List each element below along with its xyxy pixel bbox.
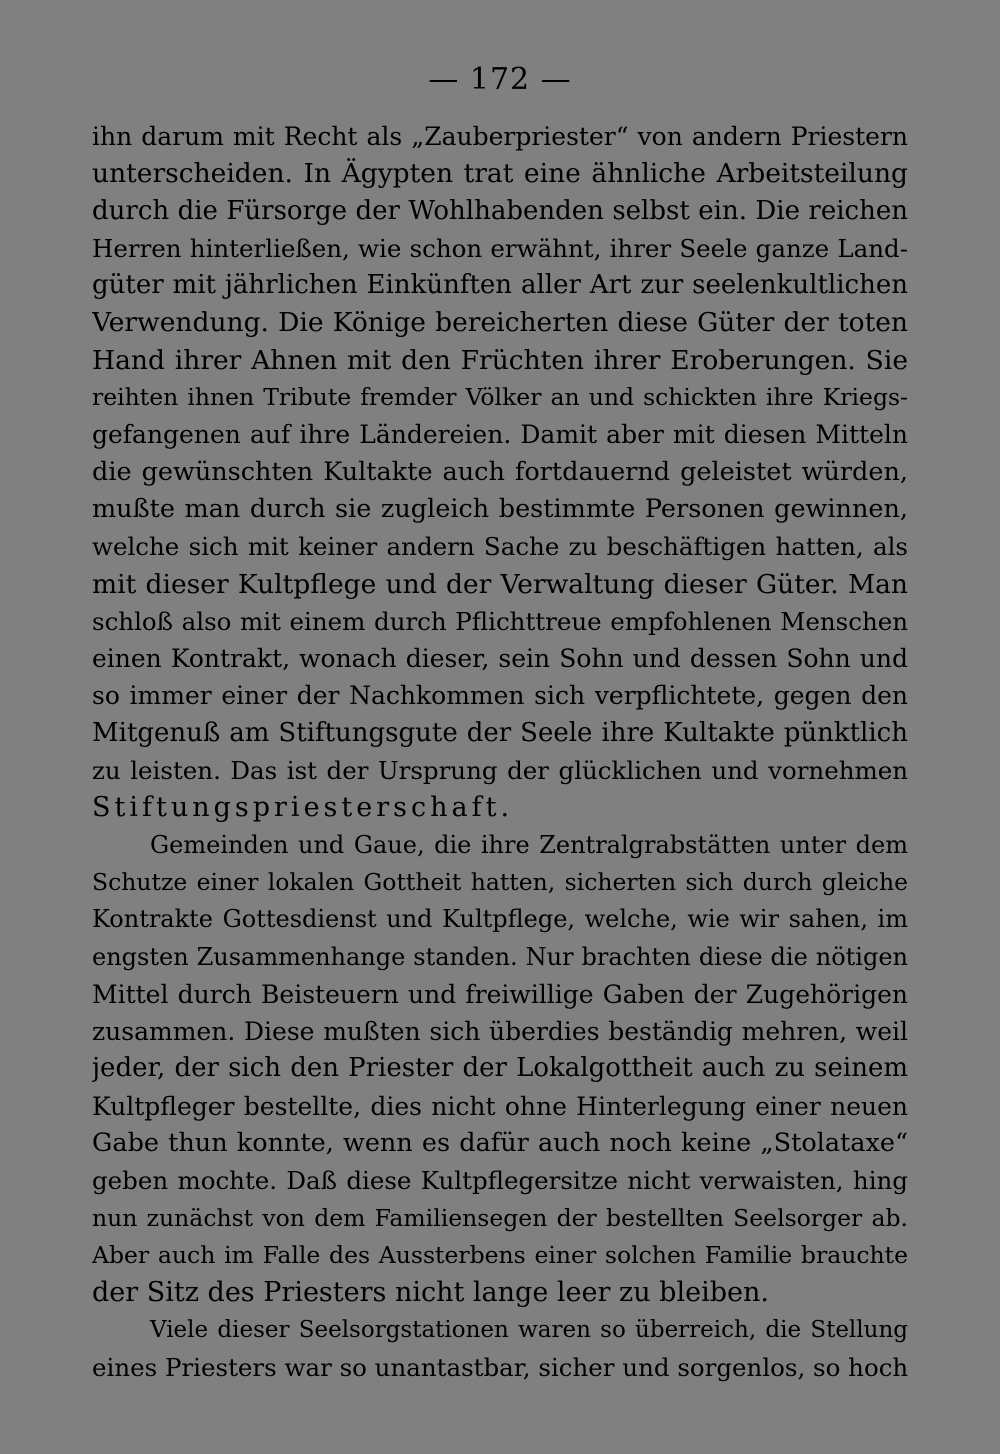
text-line: Kontrakte Gottesdienst und Kultpflege, welche, wie wir sahen, im	[92, 905, 908, 934]
text-line: Gabe thun konnte, wenn es dafür auch noch keine „Stolataxe“	[92, 1128, 908, 1159]
text-line: Gemeinden und Gaue, die ihre Zentralgrabstätten unter dem	[150, 830, 908, 859]
text-line: der Sitz des Priesters nicht lange leer zu bleiben.	[92, 1277, 769, 1309]
text-line: mit dieser Kultpflege und der Verwaltung dieser Güter. Man	[92, 568, 908, 600]
text-line: geben mochte. Daß diese Kultpflegersitze nicht verwaisten, hing	[92, 1166, 908, 1196]
text-line: güter mit jährlichen Einkünften aller Art zur seelenkultlichen	[92, 270, 908, 301]
text-line: mußte man durch sie zugleich bestimmte Personen gewinnen,	[92, 493, 908, 524]
page-number: — 172 —	[428, 62, 572, 97]
text-line: Kultpfleger bestellte, dies nicht ohne Hinterlegung einer neuen	[92, 1091, 908, 1121]
book-page	[92, 52, 908, 1422]
text-line: Stiftungspriesterschaft.	[92, 792, 514, 824]
text-line: so immer einer der Nachkommen sich verpflichtete, gegen den	[92, 681, 908, 711]
text-line: zu leisten. Das ist der Ursprung der glücklichen und vornehmen	[92, 756, 908, 786]
text-line: ihn darum mit Recht als „Zauberpriester“ von andern Priestern	[92, 122, 908, 151]
text-line: Schutze einer lokalen Gottheit hatten, sicherten sich durch gleiche	[92, 867, 908, 896]
text-line: Verwendung. Die Könige bereicherten diese Güter der toten	[92, 307, 908, 339]
text-line: reihten ihnen Tribute fremder Völker an und schickten ihre Kriegs-	[92, 383, 908, 412]
text-line: die gewünschten Kultakte auch fortdauernd geleistet würden,	[92, 456, 908, 487]
text-line: Viele dieser Seelsorgstationen waren so überreich, die Stellung	[150, 1316, 908, 1343]
text-line: eines Priesters war so unantastbar, sicher und sorgenlos, so hoch	[92, 1352, 908, 1382]
text-line: einen Kontrakt, wonach dieser, sein Sohn und dessen Sohn und	[92, 644, 908, 674]
text-line: Mitgenuß am Stiftungsgute der Seele ihre Kultakte pünktlich	[92, 717, 908, 748]
text-line: nun zunächst von dem Familiensegen der bestellten Seelsorger ab.	[92, 1203, 908, 1232]
text-line: gefangenen auf ihre Ländereien. Damit aber mit diesen Mitteln	[92, 420, 908, 450]
text-line: unterscheiden. In Ägypten trat eine ähnliche Arbeitsteilung	[92, 158, 908, 190]
text-line: schloß also mit einem durch Pflichttreue empfohlenen Menschen	[92, 606, 908, 636]
text-line: welche sich mit keiner andern Sache zu beschäftigen hatten, als	[92, 532, 908, 562]
body-text	[92, 118, 908, 1386]
text-line: Hand ihrer Ahnen mit den Früchten ihrer Eroberungen. Sie	[92, 344, 908, 376]
text-line: Mittel durch Beisteuern und freiwillige Gaben der Zugehörigen	[92, 979, 908, 1009]
text-line: jeder, der sich den Priester der Lokalgottheit auch zu seinem	[92, 1053, 908, 1084]
text-line: engsten Zusammenhange standen. Nur brachten diese die nötigen	[92, 942, 908, 971]
text-line: Aber auch im Falle des Aussterbens einer solchen Familie brauchte	[92, 1240, 908, 1269]
text-line: Herren hinterließen, wie schon erwähnt, ihrer Seele ganze Land-	[92, 233, 908, 263]
text-line: zusammen. Diese mußten sich überdies beständig mehren, weil	[92, 1017, 908, 1047]
text-line: durch die Fürsorge der Wohlhabenden selbst ein. Die reichen	[92, 195, 908, 226]
